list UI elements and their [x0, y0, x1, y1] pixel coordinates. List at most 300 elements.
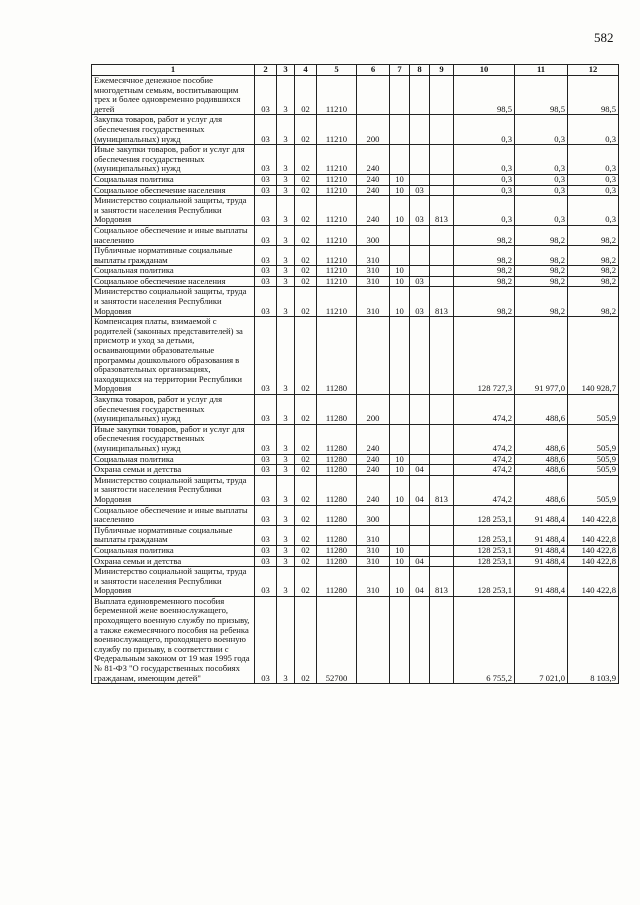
- row-code-cell: 02: [295, 424, 317, 454]
- row-num-cell: 0,3: [515, 174, 568, 185]
- row-code-cell: [410, 76, 430, 115]
- row-num-cell: 91 488,4: [515, 545, 568, 556]
- table-row: [92, 76, 619, 115]
- row-num-cell: 488,6: [515, 424, 568, 454]
- row-num-cell: 0,3: [515, 185, 568, 196]
- row-num-cell: 0,3: [454, 174, 515, 185]
- row-num-cell: 98,2: [454, 266, 515, 277]
- row-code-cell: 10: [390, 185, 410, 196]
- row-code-cell: [410, 266, 430, 277]
- row-num-cell: 0,3: [454, 185, 515, 196]
- row-code-cell: 11280: [317, 505, 357, 525]
- row-name-cell: Министерство социальной защиты, труда и занятости населения Республики Мордовия: [92, 475, 255, 505]
- row-code-cell: 240: [357, 185, 390, 196]
- row-code-cell: 11210: [317, 174, 357, 185]
- row-code-cell: 03: [255, 465, 277, 476]
- row-code-cell: 300: [357, 505, 390, 525]
- row-code-cell: 240: [357, 196, 390, 226]
- row-code-cell: 04: [410, 475, 430, 505]
- row-num-cell: 98,2: [515, 276, 568, 287]
- row-code-cell: 3: [277, 196, 295, 226]
- row-code-cell: 3: [277, 424, 295, 454]
- row-code-cell: [410, 545, 430, 556]
- row-code-cell: 310: [357, 246, 390, 266]
- row-num-cell: 0,3: [568, 185, 619, 196]
- row-code-cell: 3: [277, 567, 295, 597]
- row-code-cell: 11210: [317, 145, 357, 175]
- row-name-cell: Выплата единовременного пособия беременной жене военнослужащего, проходящего военную службу по призыву, а также ежемесячного пособия на ребенка военнослужащего, проходящего военную службу по призыву, в соответствии с Федеральным законом от 19 мая 1995 года № 81-ФЗ "О государственных пособиях гражданам, имеющим детей": [92, 596, 255, 683]
- row-code-cell: 11280: [317, 424, 357, 454]
- row-code-cell: 3: [277, 266, 295, 277]
- row-code-cell: 03: [410, 287, 430, 317]
- row-name-cell: Министерство социальной защиты, труда и занятости населения Республики Мордовия: [92, 567, 255, 597]
- table-row: [92, 395, 619, 425]
- row-code-cell: 03: [255, 145, 277, 175]
- row-code-cell: 02: [295, 225, 317, 245]
- row-code-cell: 11210: [317, 115, 357, 145]
- row-name-cell: Министерство социальной защиты, труда и занятости населения Республики Мордовия: [92, 196, 255, 226]
- row-name-cell: Охрана семьи и детства: [92, 465, 255, 476]
- row-code-cell: [390, 145, 410, 175]
- table-row: [92, 174, 619, 185]
- row-num-cell: 128 253,1: [454, 525, 515, 545]
- row-num-cell: 98,2: [454, 276, 515, 287]
- row-code-cell: 3: [277, 145, 295, 175]
- row-code-cell: 03: [255, 76, 277, 115]
- row-code-cell: [430, 505, 454, 525]
- column-header: 2: [255, 65, 277, 76]
- row-code-cell: 03: [255, 246, 277, 266]
- column-header: 9: [430, 65, 454, 76]
- row-name-cell: Социальная политика: [92, 266, 255, 277]
- row-code-cell: 200: [357, 395, 390, 425]
- table-row: [92, 115, 619, 145]
- row-code-cell: 10: [390, 196, 410, 226]
- row-code-cell: [390, 246, 410, 266]
- row-code-cell: 10: [390, 545, 410, 556]
- row-code-cell: 03: [410, 185, 430, 196]
- row-code-cell: [430, 454, 454, 465]
- row-code-cell: 02: [295, 145, 317, 175]
- row-num-cell: 98,2: [568, 287, 619, 317]
- row-code-cell: 10: [390, 276, 410, 287]
- row-code-cell: 02: [295, 174, 317, 185]
- row-code-cell: 3: [277, 465, 295, 476]
- row-name-cell: Социальное обеспечение населения: [92, 276, 255, 287]
- row-code-cell: 240: [357, 465, 390, 476]
- row-code-cell: [430, 424, 454, 454]
- row-code-cell: 11280: [317, 317, 357, 395]
- row-num-cell: 0,3: [568, 174, 619, 185]
- row-code-cell: 10: [390, 465, 410, 476]
- row-code-cell: [410, 246, 430, 266]
- column-header: 11: [515, 65, 568, 76]
- row-code-cell: 11280: [317, 454, 357, 465]
- row-num-cell: 140 422,8: [568, 545, 619, 556]
- row-num-cell: 505,9: [568, 395, 619, 425]
- row-num-cell: 140 422,8: [568, 505, 619, 525]
- row-code-cell: 310: [357, 266, 390, 277]
- row-num-cell: 0,3: [454, 145, 515, 175]
- row-code-cell: 3: [277, 185, 295, 196]
- row-num-cell: 0,3: [568, 196, 619, 226]
- table-row: [92, 424, 619, 454]
- row-num-cell: 98,2: [454, 225, 515, 245]
- column-header: 1: [92, 65, 255, 76]
- table-row: [92, 276, 619, 287]
- row-code-cell: 3: [277, 174, 295, 185]
- row-code-cell: 03: [255, 424, 277, 454]
- table-row: [92, 465, 619, 476]
- row-num-cell: 0,3: [568, 115, 619, 145]
- row-code-cell: 11210: [317, 266, 357, 277]
- row-code-cell: [430, 317, 454, 395]
- row-name-cell: Социальная политика: [92, 545, 255, 556]
- table-row: [92, 596, 619, 683]
- row-code-cell: [430, 76, 454, 115]
- row-num-cell: 98,2: [568, 266, 619, 277]
- row-code-cell: [410, 115, 430, 145]
- row-num-cell: 140 422,8: [568, 556, 619, 567]
- row-code-cell: 03: [255, 225, 277, 245]
- column-header: 7: [390, 65, 410, 76]
- row-code-cell: 03: [255, 454, 277, 465]
- row-num-cell: 8 103,9: [568, 596, 619, 683]
- row-name-cell: Социальная политика: [92, 454, 255, 465]
- row-code-cell: 03: [255, 196, 277, 226]
- row-num-cell: 91 488,4: [515, 505, 568, 525]
- row-num-cell: 98,2: [515, 287, 568, 317]
- row-code-cell: 310: [357, 276, 390, 287]
- row-num-cell: 98,2: [568, 276, 619, 287]
- row-code-cell: 03: [255, 287, 277, 317]
- row-num-cell: 140 928,7: [568, 317, 619, 395]
- table-row: [92, 287, 619, 317]
- row-num-cell: 0,3: [515, 196, 568, 226]
- row-code-cell: [410, 424, 430, 454]
- table-header-row: [92, 65, 619, 76]
- row-code-cell: 240: [357, 174, 390, 185]
- row-code-cell: 02: [295, 76, 317, 115]
- row-code-cell: 03: [255, 525, 277, 545]
- row-code-cell: 11280: [317, 525, 357, 545]
- row-name-cell: Закупка товаров, работ и услуг для обеспечения государственных (муниципальных) нужд: [92, 115, 255, 145]
- row-code-cell: 03: [410, 196, 430, 226]
- row-num-cell: 128 253,1: [454, 505, 515, 525]
- column-header: 8: [410, 65, 430, 76]
- row-code-cell: 02: [295, 317, 317, 395]
- row-code-cell: [430, 145, 454, 175]
- row-code-cell: [410, 145, 430, 175]
- row-num-cell: 488,6: [515, 475, 568, 505]
- row-code-cell: 02: [295, 475, 317, 505]
- row-code-cell: 3: [277, 115, 295, 145]
- row-code-cell: 240: [357, 424, 390, 454]
- row-code-cell: 02: [295, 395, 317, 425]
- row-num-cell: 0,3: [568, 145, 619, 175]
- row-code-cell: 03: [255, 556, 277, 567]
- column-header: 10: [454, 65, 515, 76]
- row-code-cell: [430, 556, 454, 567]
- row-num-cell: 0,3: [454, 115, 515, 145]
- table-row: [92, 525, 619, 545]
- row-name-cell: Закупка товаров, работ и услуг для обеспечения государственных (муниципальных) нужд: [92, 395, 255, 425]
- row-name-cell: Иные закупки товаров, работ и услуг для обеспечения государственных (муниципальных) нужд: [92, 145, 255, 175]
- row-num-cell: 474,2: [454, 395, 515, 425]
- table-row: [92, 475, 619, 505]
- row-num-cell: 98,5: [454, 76, 515, 115]
- row-code-cell: [390, 525, 410, 545]
- row-code-cell: 03: [255, 115, 277, 145]
- row-num-cell: 0,3: [515, 145, 568, 175]
- row-code-cell: 02: [295, 596, 317, 683]
- table-row: [92, 545, 619, 556]
- row-num-cell: 474,2: [454, 465, 515, 476]
- row-code-cell: 240: [357, 475, 390, 505]
- row-code-cell: 02: [295, 505, 317, 525]
- row-code-cell: 310: [357, 567, 390, 597]
- row-code-cell: 10: [390, 475, 410, 505]
- row-code-cell: [410, 525, 430, 545]
- row-num-cell: 98,2: [568, 225, 619, 245]
- row-code-cell: [430, 225, 454, 245]
- row-code-cell: [390, 76, 410, 115]
- row-num-cell: 128 253,1: [454, 545, 515, 556]
- row-code-cell: 11210: [317, 287, 357, 317]
- row-code-cell: [357, 76, 390, 115]
- row-name-cell: Социальное обеспечение и иные выплаты населению: [92, 225, 255, 245]
- row-num-cell: 98,2: [454, 287, 515, 317]
- column-header: 6: [357, 65, 390, 76]
- row-num-cell: 98,5: [568, 76, 619, 115]
- row-code-cell: 11210: [317, 276, 357, 287]
- row-code-cell: [430, 395, 454, 425]
- row-code-cell: 3: [277, 225, 295, 245]
- row-num-cell: 6 755,2: [454, 596, 515, 683]
- row-num-cell: 474,2: [454, 424, 515, 454]
- row-code-cell: 03: [255, 475, 277, 505]
- row-code-cell: 02: [295, 246, 317, 266]
- row-code-cell: 3: [277, 276, 295, 287]
- table-row: [92, 246, 619, 266]
- row-code-cell: 3: [277, 525, 295, 545]
- row-code-cell: 03: [255, 185, 277, 196]
- row-name-cell: Иные закупки товаров, работ и услуг для обеспечения государственных (муниципальных) нужд: [92, 424, 255, 454]
- row-code-cell: [410, 596, 430, 683]
- row-code-cell: 10: [390, 287, 410, 317]
- row-code-cell: [390, 225, 410, 245]
- page-number: 582: [594, 30, 614, 45]
- row-code-cell: 11280: [317, 475, 357, 505]
- row-code-cell: [357, 317, 390, 395]
- column-header: 5: [317, 65, 357, 76]
- row-code-cell: [430, 115, 454, 145]
- row-code-cell: 03: [255, 317, 277, 395]
- row-code-cell: [390, 505, 410, 525]
- row-num-cell: 98,5: [515, 76, 568, 115]
- row-num-cell: 7 021,0: [515, 596, 568, 683]
- row-name-cell: Социальное обеспечение и иные выплаты населению: [92, 505, 255, 525]
- row-num-cell: 98,2: [515, 266, 568, 277]
- row-code-cell: [410, 225, 430, 245]
- row-num-cell: 91 488,4: [515, 567, 568, 597]
- row-code-cell: 813: [430, 567, 454, 597]
- row-code-cell: 02: [295, 196, 317, 226]
- row-code-cell: 11210: [317, 225, 357, 245]
- column-header: 4: [295, 65, 317, 76]
- row-code-cell: [430, 545, 454, 556]
- table-row: [92, 185, 619, 196]
- row-code-cell: [430, 185, 454, 196]
- row-code-cell: 310: [357, 287, 390, 317]
- row-code-cell: [390, 115, 410, 145]
- row-code-cell: 52700: [317, 596, 357, 683]
- row-num-cell: 98,2: [454, 246, 515, 266]
- row-code-cell: 300: [357, 225, 390, 245]
- row-num-cell: 128 253,1: [454, 567, 515, 597]
- row-code-cell: 3: [277, 596, 295, 683]
- table-row: [92, 266, 619, 277]
- row-code-cell: 10: [390, 454, 410, 465]
- row-code-cell: 03: [410, 276, 430, 287]
- row-name-cell: Публичные нормативные социальные выплаты гражданам: [92, 246, 255, 266]
- row-code-cell: 02: [295, 556, 317, 567]
- row-code-cell: 813: [430, 196, 454, 226]
- row-num-cell: 91 488,4: [515, 556, 568, 567]
- row-code-cell: [430, 465, 454, 476]
- row-code-cell: [357, 596, 390, 683]
- row-code-cell: 02: [295, 115, 317, 145]
- row-code-cell: 3: [277, 246, 295, 266]
- row-code-cell: 11210: [317, 196, 357, 226]
- row-code-cell: 03: [255, 395, 277, 425]
- row-code-cell: 11280: [317, 545, 357, 556]
- row-num-cell: 505,9: [568, 454, 619, 465]
- row-code-cell: 03: [255, 567, 277, 597]
- row-code-cell: 3: [277, 287, 295, 317]
- row-num-cell: 505,9: [568, 465, 619, 476]
- row-num-cell: 91 977,0: [515, 317, 568, 395]
- row-name-cell: Социальная политика: [92, 174, 255, 185]
- row-code-cell: 813: [430, 287, 454, 317]
- row-num-cell: 98,2: [568, 246, 619, 266]
- row-code-cell: 03: [255, 505, 277, 525]
- row-num-cell: 0,3: [515, 115, 568, 145]
- row-code-cell: 813: [430, 475, 454, 505]
- row-code-cell: 310: [357, 525, 390, 545]
- row-code-cell: 240: [357, 145, 390, 175]
- row-name-cell: Публичные нормативные социальные выплаты гражданам: [92, 525, 255, 545]
- row-code-cell: [410, 317, 430, 395]
- table-body: [92, 76, 619, 684]
- row-code-cell: 03: [255, 266, 277, 277]
- row-code-cell: 3: [277, 76, 295, 115]
- row-code-cell: 3: [277, 505, 295, 525]
- row-code-cell: 04: [410, 465, 430, 476]
- row-code-cell: 310: [357, 556, 390, 567]
- row-num-cell: 128 727,3: [454, 317, 515, 395]
- row-code-cell: [410, 454, 430, 465]
- table-row: [92, 556, 619, 567]
- row-code-cell: 10: [390, 567, 410, 597]
- row-code-cell: 11280: [317, 395, 357, 425]
- row-code-cell: 3: [277, 395, 295, 425]
- column-header: 3: [277, 65, 295, 76]
- row-name-cell: Ежемесячное денежное пособие многодетным семьям, воспитывающим трех и более одновременно родившихся детей: [92, 76, 255, 115]
- row-code-cell: [430, 276, 454, 287]
- row-code-cell: 02: [295, 185, 317, 196]
- row-num-cell: 128 253,1: [454, 556, 515, 567]
- row-code-cell: 10: [390, 556, 410, 567]
- row-code-cell: 200: [357, 115, 390, 145]
- row-num-cell: 91 488,4: [515, 525, 568, 545]
- row-code-cell: 3: [277, 475, 295, 505]
- row-code-cell: 03: [255, 174, 277, 185]
- row-code-cell: [390, 317, 410, 395]
- row-code-cell: 11210: [317, 185, 357, 196]
- row-code-cell: [410, 395, 430, 425]
- row-code-cell: 10: [390, 266, 410, 277]
- row-code-cell: [430, 266, 454, 277]
- row-code-cell: 11210: [317, 246, 357, 266]
- table-row: [92, 317, 619, 395]
- row-code-cell: [430, 174, 454, 185]
- row-code-cell: [430, 596, 454, 683]
- row-code-cell: 04: [410, 556, 430, 567]
- row-code-cell: 04: [410, 567, 430, 597]
- row-code-cell: 02: [295, 567, 317, 597]
- row-code-cell: 3: [277, 317, 295, 395]
- row-code-cell: 3: [277, 556, 295, 567]
- row-code-cell: 02: [295, 545, 317, 556]
- row-num-cell: 0,3: [454, 196, 515, 226]
- row-name-cell: Министерство социальной защиты, труда и занятости населения Республики Мордовия: [92, 287, 255, 317]
- row-code-cell: [390, 596, 410, 683]
- table-row: [92, 454, 619, 465]
- row-code-cell: 02: [295, 465, 317, 476]
- budget-table: [91, 64, 619, 684]
- row-code-cell: 02: [295, 276, 317, 287]
- row-name-cell: Охрана семьи и детства: [92, 556, 255, 567]
- row-code-cell: 02: [295, 454, 317, 465]
- row-num-cell: 98,2: [515, 246, 568, 266]
- table-row: [92, 145, 619, 175]
- row-num-cell: 140 422,8: [568, 525, 619, 545]
- row-code-cell: [390, 424, 410, 454]
- row-code-cell: 240: [357, 454, 390, 465]
- row-num-cell: 474,2: [454, 475, 515, 505]
- row-code-cell: 03: [255, 545, 277, 556]
- row-num-cell: 488,6: [515, 454, 568, 465]
- row-name-cell: Социальное обеспечение населения: [92, 185, 255, 196]
- row-code-cell: 11280: [317, 567, 357, 597]
- row-code-cell: 10: [390, 174, 410, 185]
- row-code-cell: 3: [277, 454, 295, 465]
- row-code-cell: 11280: [317, 465, 357, 476]
- table-row: [92, 567, 619, 597]
- row-num-cell: 98,2: [515, 225, 568, 245]
- row-code-cell: [410, 174, 430, 185]
- row-code-cell: 03: [255, 276, 277, 287]
- row-code-cell: 02: [295, 287, 317, 317]
- row-num-cell: 140 422,8: [568, 567, 619, 597]
- row-name-cell: Компенсация платы, взимаемой с родителей (законных представителей) за присмотр и уход за детьми, осваивающими образовательные программы дошкольного образования в образовательных организациях, находящихся на территории Республики Мордовия: [92, 317, 255, 395]
- table-row: [92, 196, 619, 226]
- row-code-cell: 11280: [317, 556, 357, 567]
- row-num-cell: 488,6: [515, 465, 568, 476]
- row-code-cell: 3: [277, 545, 295, 556]
- row-code-cell: 11210: [317, 76, 357, 115]
